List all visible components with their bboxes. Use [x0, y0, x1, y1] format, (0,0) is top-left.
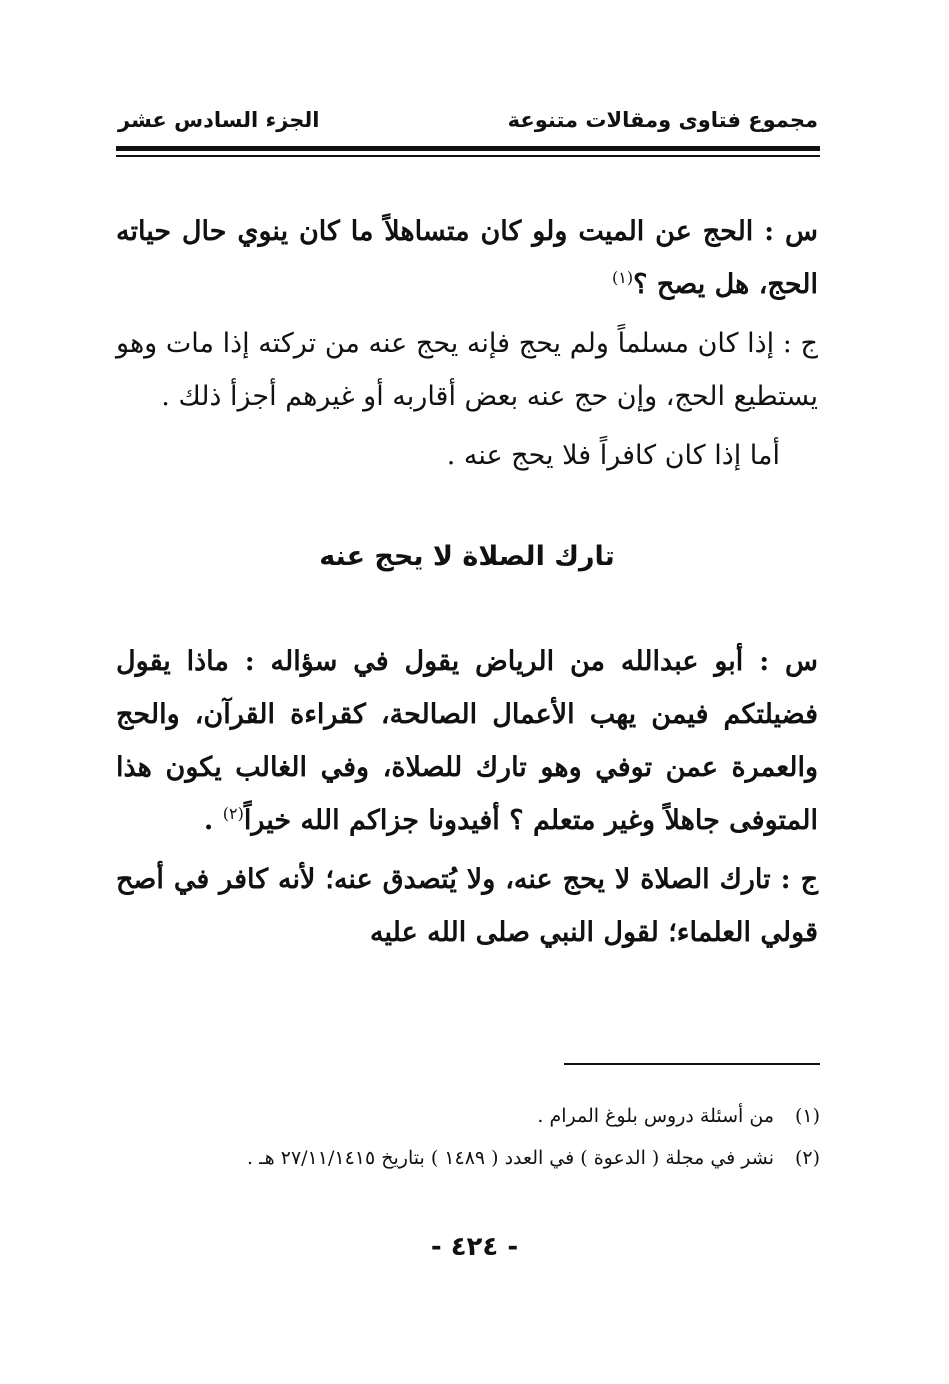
answer-1-text: إذا كان مسلماً ولم يحج فإنه يحج عنه من تركته إذا مات وهو يستطيع الحج، وإن حج عنه بعض أقاربه أو غيرهم أجزأ ذلك . [116, 328, 818, 412]
footnote-2-text: نشر في مجلة ( الدعوة ) في العدد ( ١٤٨٩ ) بتاريخ ٢٧/١١/١٤١٥ هـ . [247, 1147, 774, 1169]
footnote-1 [116, 1095, 820, 1137]
answer-2-prefix: ج : [770, 864, 818, 895]
footnote-2-number: (٢) [794, 1147, 820, 1169]
answer-1 [116, 317, 818, 423]
header-rule-thin [116, 155, 820, 157]
footnote-separator [564, 1063, 820, 1065]
volume-title: الجزء السادس عشر [118, 108, 320, 132]
section-heading: تارك الصلاة لا يحج عنه [319, 541, 615, 572]
answer-1-prefix: ج : [774, 328, 818, 359]
footnote-ref-2: (٢) [222, 804, 244, 823]
question-2-end: . [203, 805, 223, 836]
main-text [116, 205, 818, 965]
footnote-ref-1: (١) [612, 268, 634, 287]
question-1-prefix: س : [753, 216, 818, 247]
page-number: - ٤٢٤ - [430, 1232, 519, 1262]
question-1 [116, 205, 818, 311]
footnotes [116, 1095, 820, 1179]
question-1-text: الحج عن الميت ولو كان متساهلاً ما كان ينوي حال حياته الحج، هل يصح ؟ [116, 216, 818, 300]
question-2-prefix: س : [743, 646, 818, 677]
book-title: مجموع فتاوى ومقالات متنوعة [507, 108, 818, 132]
question-2 [116, 635, 818, 847]
question-2-text: أبو عبدالله من الرياض يقول في سؤاله : ماذا يقول فضيلتكم فيمن يهب الأعمال الصالحة، كقراءة القرآن، والحج والعمرة عمن توفي وهو تارك للصلاة، وفي الغالب يكون هذا المتوفى جاهلاً وغير متعلم ؟ أفيدونا جزاكم الله خيراً [116, 646, 818, 836]
running-header [118, 108, 818, 140]
answer-1-continuation: أما إذا كان كافراً فلا يحج عنه . [446, 440, 780, 471]
answer-2-text: تارك الصلاة لا يحج عنه، ولا يُتصدق عنه؛ لأنه كافر في أصح قولي العلماء؛ لقول النبي صلى الله عليه [116, 864, 818, 948]
answer-2 [116, 853, 818, 959]
footnote-1-text: من أسئلة دروس بلوغ المرام . [537, 1105, 774, 1127]
footnote-2 [116, 1137, 820, 1179]
footnote-1-number: (١) [794, 1105, 820, 1127]
header-rule-thick [116, 146, 820, 151]
